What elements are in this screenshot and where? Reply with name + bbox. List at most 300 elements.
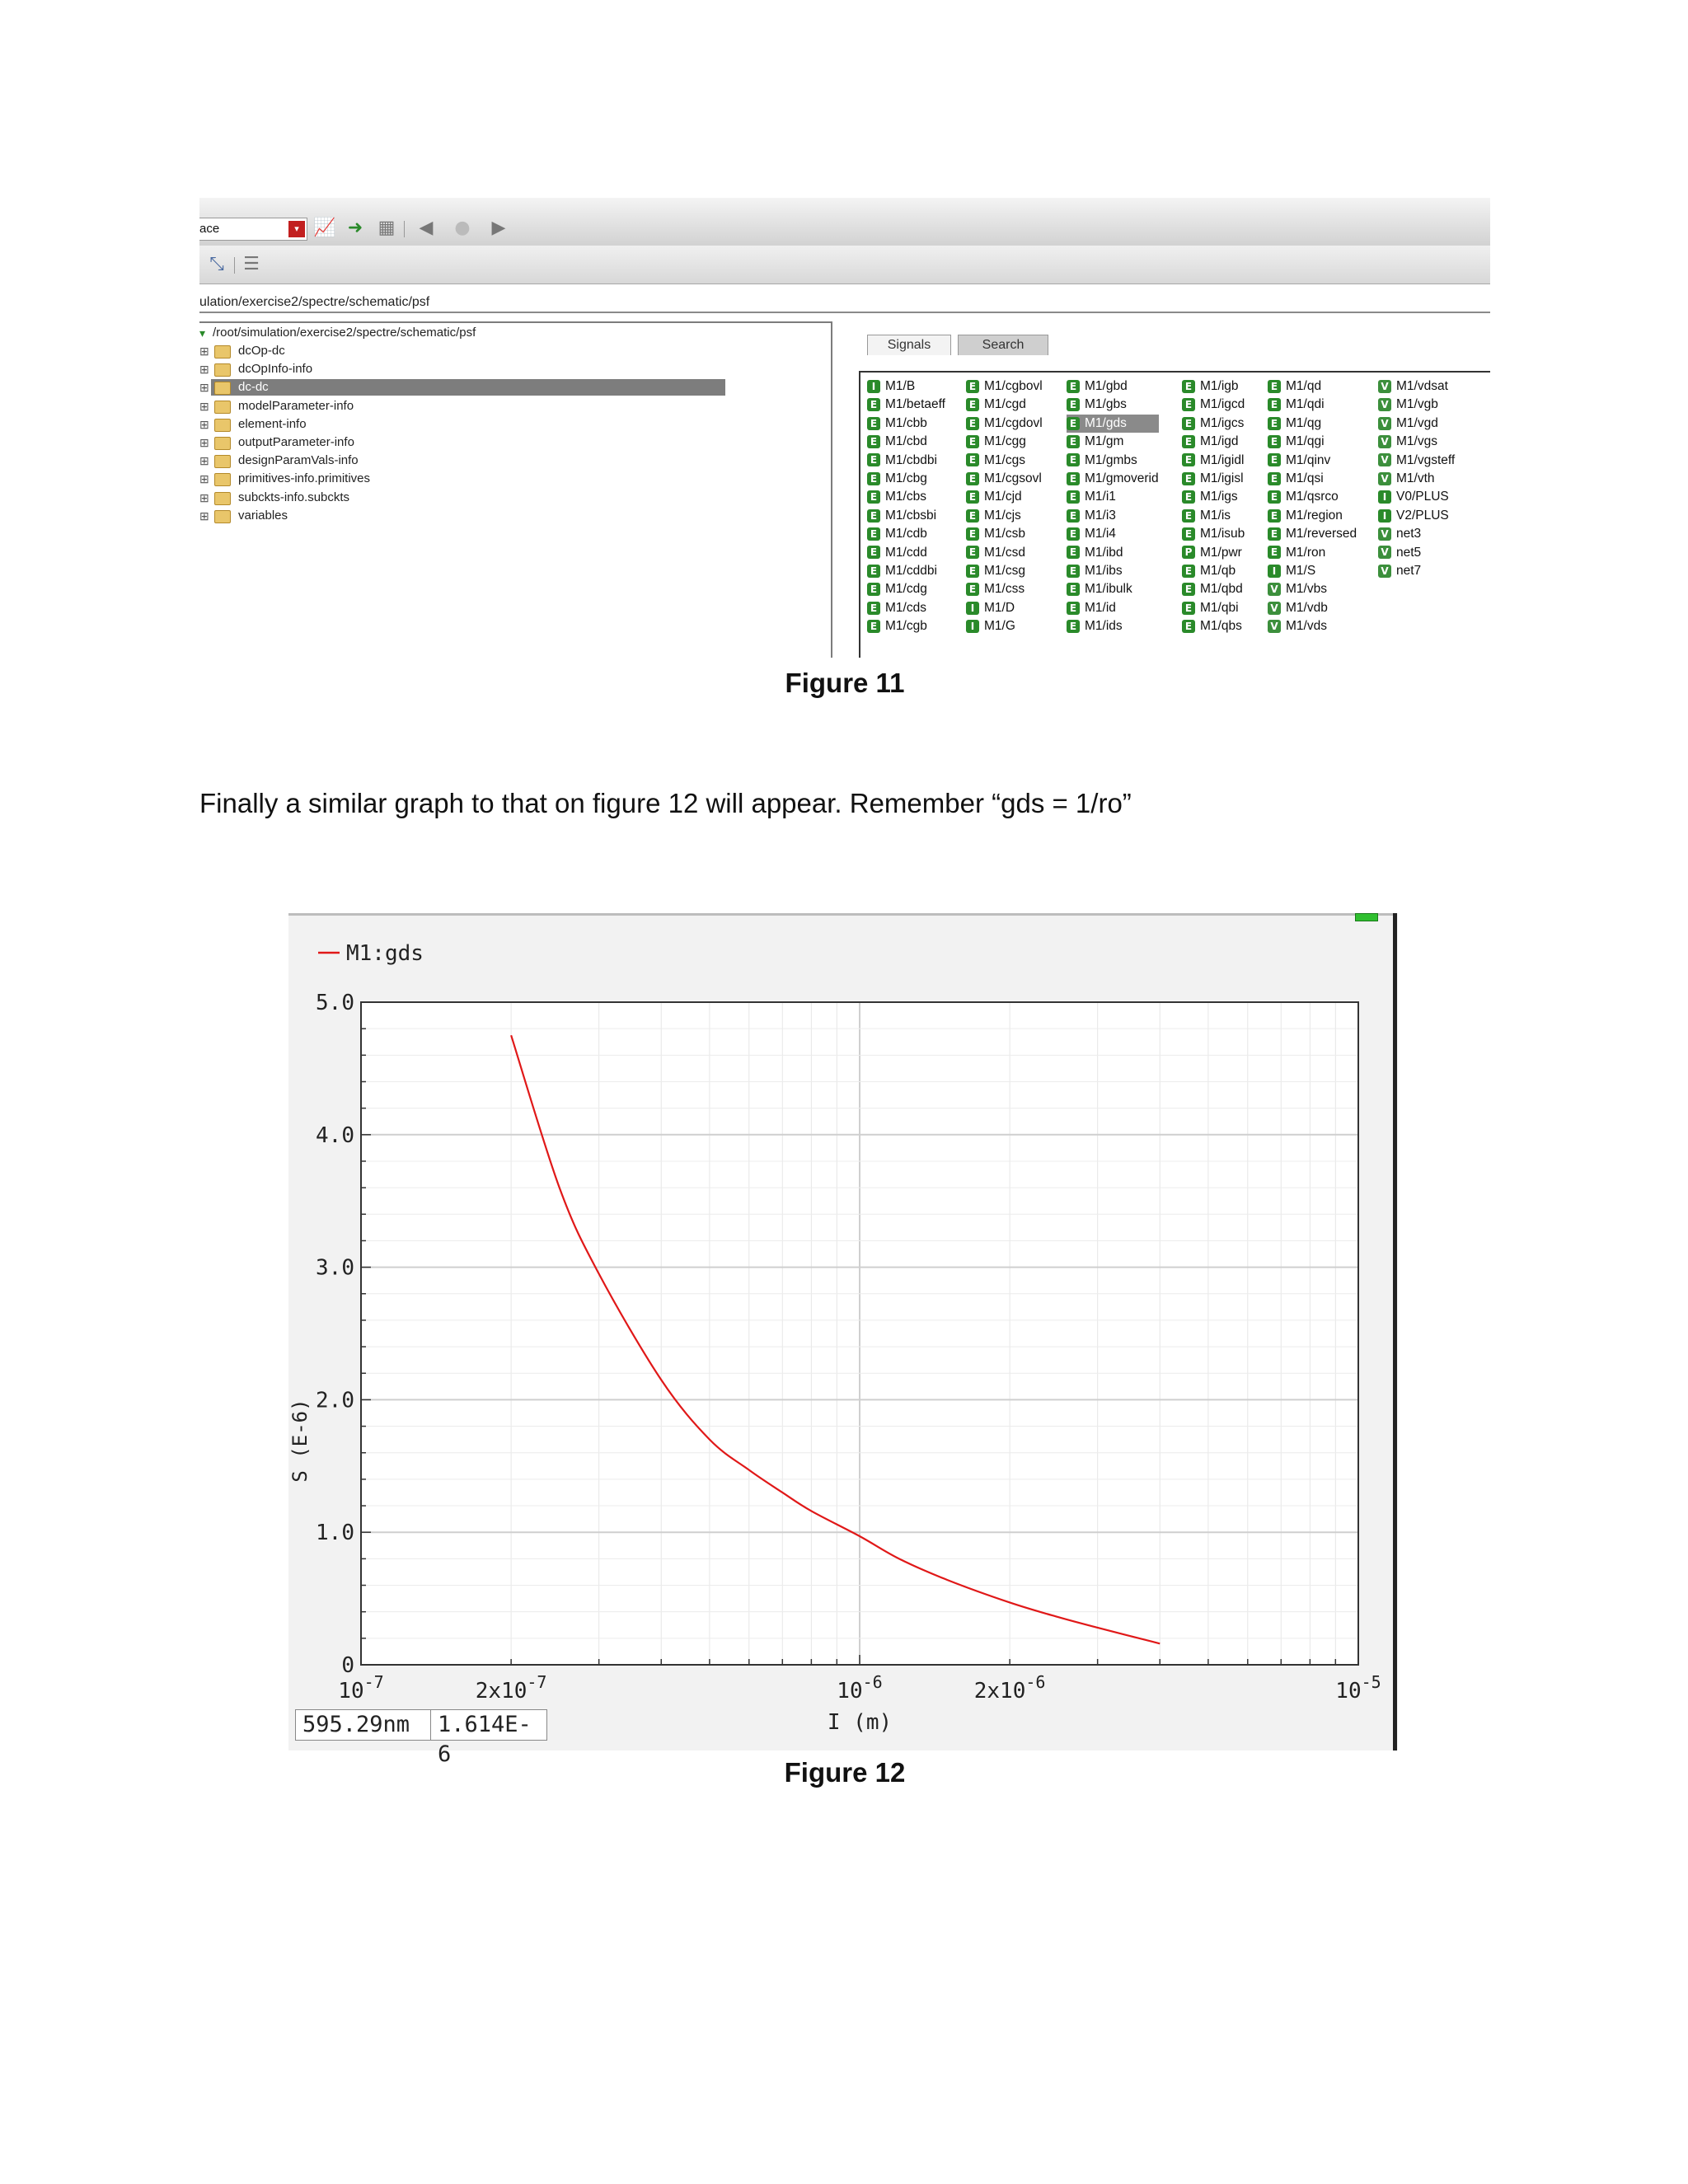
tree-item-label: subckts-info.subckts [238, 490, 350, 504]
signal-label: M1/region [1286, 508, 1343, 523]
signal-label: M1/qg [1286, 415, 1322, 430]
signal-type-icon: E [1182, 565, 1195, 578]
signal-type-icon: E [966, 453, 979, 466]
signal-type-icon: E [1268, 435, 1281, 448]
signal-label: M1/cbg [885, 471, 927, 485]
signal-type-icon: E [966, 583, 979, 596]
signal-label: M1/igd [1200, 434, 1239, 449]
import-icon[interactable]: ➜ [347, 218, 363, 238]
signal-item[interactable] [1268, 377, 1357, 396]
signal-item[interactable] [1378, 507, 1455, 525]
signal-type-icon: V [1378, 472, 1391, 485]
signal-type-icon: E [1268, 453, 1281, 466]
signal-label: M1/cbsbi [885, 508, 937, 523]
signal-label: M1/cgb [885, 619, 927, 634]
path-bar[interactable]: ulation/exercise2/spectre/schematic/psf [199, 293, 1490, 313]
signal-item[interactable] [867, 452, 945, 470]
expand-icon[interactable]: ⊞ [199, 509, 209, 523]
signal-label: M1/gds [1085, 415, 1127, 430]
signal-type-icon: E [1067, 435, 1080, 448]
signal-item[interactable] [966, 525, 1043, 543]
signal-item[interactable] [1378, 470, 1455, 488]
signal-type-icon: E [1182, 417, 1195, 430]
signal-type-icon: E [1067, 509, 1080, 523]
expand-icon[interactable]: ⊞ [199, 454, 209, 468]
signal-item[interactable] [1182, 599, 1245, 617]
signal-label: M1/vbs [1286, 582, 1327, 597]
signal-label: M1/cbd [885, 434, 927, 449]
signal-type-icon: E [1067, 490, 1080, 504]
signal-item[interactable] [1067, 507, 1159, 525]
signal-label: M1/i3 [1085, 508, 1116, 523]
signal-label: M1/reversed [1286, 527, 1357, 541]
signal-label: M1/cdb [885, 527, 927, 541]
signal-type-icon: E [867, 490, 880, 504]
signal-item[interactable] [1268, 470, 1357, 488]
signal-item[interactable] [1067, 525, 1159, 543]
signal-type-icon: E [966, 417, 979, 430]
signal-item[interactable] [1268, 599, 1357, 617]
signal-label: M1/gmoverid [1085, 471, 1159, 485]
expand-icon[interactable]: ⊞ [199, 399, 209, 413]
signal-type-icon: E [867, 453, 880, 466]
x-tick-label: $10^{-5}$ [1335, 1672, 1381, 1704]
tab-signals[interactable]: Signals [867, 335, 951, 355]
signal-type-icon: E [1067, 620, 1080, 633]
signal-type-icon: E [966, 509, 979, 523]
signal-type-icon: E [1067, 453, 1080, 466]
signal-label: M1/igidl [1200, 452, 1245, 467]
signal-label: M1/vth [1396, 471, 1435, 485]
signal-item[interactable] [1182, 452, 1245, 470]
signal-type-icon: E [1067, 472, 1080, 485]
signal-type-icon: E [1067, 417, 1080, 430]
tab-search[interactable]: Search [958, 335, 1048, 355]
signal-item[interactable] [1378, 488, 1455, 506]
signal-type-icon: V [1378, 380, 1391, 393]
signal-item[interactable] [1268, 396, 1357, 414]
signal-label: M1/vgd [1396, 415, 1438, 430]
expand-icon[interactable]: ⊞ [199, 472, 209, 486]
signal-item[interactable] [1268, 415, 1357, 433]
expand-icon[interactable]: ⊞ [199, 417, 209, 431]
chart-icon[interactable]: 📈 [313, 218, 336, 238]
signal-item[interactable] [1182, 617, 1245, 635]
signal-type-icon: E [1067, 527, 1080, 541]
y-tick-label: 0 [341, 1653, 354, 1678]
tab-strip [851, 330, 1490, 354]
signal-label: net3 [1396, 527, 1422, 541]
signal-type-icon: E [1182, 490, 1195, 504]
calculator-icon[interactable]: ▦ [377, 218, 396, 238]
signal-item[interactable] [966, 470, 1043, 488]
tree-item-label: designParamVals-info [238, 453, 359, 468]
signal-item[interactable] [867, 507, 945, 525]
folder-icon [214, 401, 231, 414]
expand-icon[interactable]: ⊞ [199, 436, 209, 449]
signal-label: M1/cgbovl [984, 379, 1043, 393]
signal-type-icon: E [1182, 398, 1195, 411]
signal-label: V2/PLUS [1396, 508, 1449, 523]
signal-label: M1/gm [1085, 434, 1124, 449]
signal-item[interactable] [1067, 580, 1159, 598]
signal-item[interactable] [966, 562, 1043, 580]
folder-icon [214, 510, 231, 523]
signal-label: M1/D [984, 600, 1015, 615]
signal-type-icon: E [1182, 527, 1195, 541]
signal-label: M1/ibd [1085, 545, 1123, 560]
signal-type-icon: E [1067, 398, 1080, 411]
signal-type-icon: V [1378, 546, 1391, 559]
tree-item-label: modelParameter-info [238, 398, 354, 413]
signal-type-icon: E [867, 602, 880, 615]
tree-item-label: primitives-info.primitives [238, 471, 371, 486]
signal-label: M1/vds [1286, 619, 1327, 634]
signal-type-icon: V [1268, 583, 1281, 596]
signal-label: M1/qb [1200, 563, 1236, 578]
signal-label: M1/pwr [1200, 545, 1242, 560]
tree-item-label: variables [238, 508, 288, 523]
signal-type-icon: E [966, 490, 979, 504]
signal-type-icon: E [1067, 380, 1080, 393]
signal-label: M1/isub [1200, 527, 1245, 541]
signal-item[interactable] [867, 599, 945, 617]
signal-label: M1/igs [1200, 490, 1238, 504]
x-tick-label: $10^{-7}$ [338, 1672, 384, 1704]
signal-item[interactable] [867, 377, 945, 396]
signal-item[interactable] [966, 488, 1043, 506]
signal-type-icon: E [867, 583, 880, 596]
signal-item[interactable] [867, 488, 945, 506]
signal-label: M1/igcd [1200, 397, 1245, 412]
signal-type-icon: E [1182, 583, 1195, 596]
signal-type-icon: E [1268, 527, 1281, 541]
gds-chart [288, 913, 1393, 1750]
signals-list [859, 371, 1490, 658]
signal-type-icon: E [867, 435, 880, 448]
signal-type-icon: I [1268, 565, 1281, 578]
signal-type-icon: E [966, 472, 979, 485]
signal-label: M1/cjs [984, 508, 1021, 523]
figure-12-plot-window [288, 913, 1398, 1767]
signal-label: M1/gmbs [1085, 452, 1137, 467]
signal-type-icon: E [1268, 490, 1281, 504]
signal-item[interactable] [966, 544, 1043, 562]
signal-label: M1/cddbi [885, 563, 937, 578]
signal-type-icon: E [1182, 380, 1195, 393]
stop-icon[interactable]: ● [454, 218, 471, 238]
signal-label: M1/cgg [984, 434, 1026, 449]
signal-item[interactable] [1182, 433, 1245, 451]
signal-item[interactable] [1182, 580, 1245, 598]
signal-column [1182, 377, 1245, 635]
signal-label: M1/css [984, 582, 1025, 597]
signal-column [867, 377, 945, 635]
signal-type-icon: E [1182, 435, 1195, 448]
signal-column [1067, 377, 1159, 635]
signal-item[interactable] [1067, 452, 1159, 470]
tree-item-label: dcOpInfo-info [238, 362, 313, 377]
signal-label: M1/qd [1286, 379, 1322, 393]
signal-label: V0/PLUS [1396, 490, 1449, 504]
signal-item[interactable] [867, 433, 945, 451]
y-tick-label: 1.0 [316, 1521, 354, 1546]
signal-item[interactable] [867, 562, 945, 580]
signal-label: M1/vgb [1396, 397, 1438, 412]
signal-item[interactable] [867, 415, 945, 433]
signal-item[interactable] [966, 580, 1043, 598]
list-icon[interactable]: ☰ [243, 254, 260, 274]
signal-item[interactable] [966, 377, 1043, 396]
signal-item[interactable] [1268, 544, 1357, 562]
signal-label: M1/vgs [1396, 434, 1437, 449]
signal-label: M1/S [1286, 563, 1316, 578]
signal-label: M1/cbb [885, 415, 927, 430]
signal-item[interactable] [1378, 452, 1455, 470]
signal-label: M1/csb [984, 527, 1025, 541]
tree-item-label: dcOp-dc [238, 344, 285, 358]
signal-type-icon: E [1067, 583, 1080, 596]
signal-item[interactable] [1378, 544, 1455, 562]
y-tick-label: 4.0 [316, 1122, 354, 1148]
signal-label: M1/igb [1200, 379, 1239, 393]
signal-item[interactable] [1067, 433, 1159, 451]
signal-type-icon: I [966, 620, 979, 633]
signal-label: M1/csg [984, 563, 1025, 578]
chevron-down-icon[interactable]: ▾ [288, 221, 305, 237]
signal-item[interactable] [1067, 415, 1159, 433]
signal-type-icon: E [966, 565, 979, 578]
signal-item[interactable] [1067, 470, 1159, 488]
signal-label: M1/cgs [984, 452, 1025, 467]
signal-type-icon: E [966, 380, 979, 393]
signal-item[interactable] [1067, 599, 1159, 617]
signal-type-icon: V [1378, 565, 1391, 578]
signal-type-icon: V [1378, 417, 1391, 430]
y-tick-label: 3.0 [316, 1255, 354, 1281]
signal-type-icon: E [966, 546, 979, 559]
signal-item[interactable] [966, 415, 1043, 433]
signal-label: M1/qgi [1286, 434, 1325, 449]
signal-item[interactable] [867, 470, 945, 488]
signal-item[interactable] [1182, 396, 1245, 414]
signal-item[interactable] [1268, 507, 1357, 525]
signal-type-icon: E [1268, 472, 1281, 485]
folder-icon [214, 437, 231, 450]
signal-type-icon: V [1378, 435, 1391, 448]
signal-type-icon: E [867, 565, 880, 578]
signal-label: M1/cjd [984, 490, 1022, 504]
signal-item[interactable] [867, 525, 945, 543]
signal-item[interactable] [1067, 562, 1159, 580]
signal-label: M1/qdi [1286, 397, 1325, 412]
tree-item-label: dc-dc [238, 380, 269, 395]
signal-item[interactable] [1182, 488, 1245, 506]
signal-type-icon: E [867, 546, 880, 559]
signal-label: M1/cdg [885, 582, 927, 597]
cursor-icon[interactable]: ⤡ [209, 254, 224, 274]
tree-item-label: outputParameter-info [238, 435, 354, 449]
signal-type-icon: E [1182, 620, 1195, 633]
signal-item[interactable] [1268, 452, 1357, 470]
figure-12-caption: Figure 12 [784, 1757, 906, 1788]
back-icon[interactable]: ◀ [419, 218, 434, 238]
legend-label: M1:gds [346, 941, 424, 966]
signal-label: M1/igisl [1200, 471, 1244, 485]
signal-item[interactable] [1182, 507, 1245, 525]
signal-label: M1/gbs [1085, 397, 1127, 412]
signal-column [1268, 377, 1357, 635]
signal-type-icon: E [966, 435, 979, 448]
signal-type-icon: I [1378, 490, 1391, 504]
figure-11-caption: Figure 11 [785, 668, 905, 698]
signal-label: M1/betaeff [885, 397, 945, 412]
signal-label: M1/qbd [1200, 582, 1243, 597]
main-toolbar [199, 198, 1490, 246]
signal-item[interactable] [1378, 525, 1455, 543]
signal-item[interactable] [1182, 377, 1245, 396]
signal-label: M1/i1 [1085, 490, 1116, 504]
figure-11-screenshot [199, 198, 1490, 658]
signal-label: net7 [1396, 563, 1422, 578]
y-tick-label: 2.0 [316, 1388, 354, 1413]
signal-item[interactable] [1067, 544, 1159, 562]
signal-type-icon: E [867, 509, 880, 523]
folder-icon [214, 473, 231, 486]
signal-type-icon: E [1268, 398, 1281, 411]
signal-item[interactable] [867, 396, 945, 414]
folder-icon [214, 382, 231, 395]
signal-type-icon: V [1378, 453, 1391, 466]
signal-item[interactable] [1268, 580, 1357, 598]
signal-type-icon: E [867, 472, 880, 485]
signal-type-icon: E [867, 398, 880, 411]
tree-root-label: /root/simulation/exercise2/spectre/schematic/psf [213, 326, 476, 340]
signal-item[interactable] [1268, 488, 1357, 506]
signal-label: M1/ibs [1085, 563, 1123, 578]
results-tree [199, 321, 832, 658]
signal-label: M1/cgd [984, 397, 1026, 412]
expand-icon[interactable]: ⊞ [199, 344, 209, 358]
signal-item[interactable] [867, 544, 945, 562]
forward-icon[interactable]: ▶ [491, 218, 506, 238]
signal-label: M1/qbi [1200, 600, 1239, 615]
signal-label: M1/vgsteff [1396, 452, 1456, 467]
signal-type-icon: E [1067, 602, 1080, 615]
signal-item[interactable] [1268, 562, 1357, 580]
signal-item[interactable] [966, 617, 1043, 635]
expand-icon[interactable]: ⊞ [199, 490, 209, 504]
signal-item[interactable] [1182, 525, 1245, 543]
signal-type-icon: E [1268, 546, 1281, 559]
signal-type-icon: E [867, 620, 880, 633]
expand-icon[interactable]: ⊞ [199, 363, 209, 377]
signal-type-icon: P [1182, 546, 1195, 559]
signal-type-icon: V [1378, 527, 1391, 541]
signal-label: net5 [1396, 545, 1422, 560]
signal-type-icon: E [1182, 602, 1195, 615]
signal-item[interactable] [1067, 377, 1159, 396]
signal-label: M1/qbs [1200, 619, 1242, 634]
x-tick-label: $10^{-6}$ [837, 1672, 883, 1704]
signal-label: M1/cbdbi [885, 452, 937, 467]
signal-item[interactable] [966, 433, 1043, 451]
signal-label: M1/csd [984, 545, 1025, 560]
signal-item[interactable] [1378, 396, 1455, 414]
folder-icon [214, 492, 231, 505]
signal-item[interactable] [867, 580, 945, 598]
signal-item[interactable] [1182, 562, 1245, 580]
signal-label: M1/cbs [885, 490, 926, 504]
signal-item[interactable] [867, 617, 945, 635]
signal-type-icon: E [966, 527, 979, 541]
folder-icon [214, 419, 231, 432]
signal-item[interactable] [1268, 525, 1357, 543]
signal-item[interactable] [1067, 488, 1159, 506]
y-tick-label: 5.0 [316, 991, 354, 1015]
secondary-toolbar [199, 246, 1490, 284]
workspace-combo-text: ace [199, 222, 220, 236]
x-cursor-readout: 595.29nm [295, 1709, 434, 1741]
workspace-combo[interactable] [199, 218, 307, 241]
signal-type-icon: E [867, 527, 880, 541]
signal-label: M1/ibulk [1085, 582, 1132, 597]
folder-icon [214, 345, 231, 359]
signal-type-icon: V [1378, 398, 1391, 411]
signal-label: M1/is [1200, 508, 1231, 523]
signal-item[interactable] [1182, 415, 1245, 433]
signal-label: M1/id [1085, 600, 1116, 615]
signal-type-icon: E [1067, 546, 1080, 559]
signal-item[interactable] [966, 452, 1043, 470]
signal-type-icon: E [1268, 509, 1281, 523]
signal-item[interactable] [966, 599, 1043, 617]
signal-label: M1/cdd [885, 545, 927, 560]
signal-label: M1/G [984, 619, 1015, 634]
signal-item[interactable] [1067, 396, 1159, 414]
signal-item[interactable] [1378, 415, 1455, 433]
signal-label: M1/qsi [1286, 471, 1324, 485]
signal-label: M1/ids [1085, 619, 1123, 634]
signal-item[interactable] [1378, 562, 1455, 580]
signal-column [1378, 377, 1455, 580]
signal-label: M1/qsrco [1286, 490, 1339, 504]
signal-item[interactable] [1378, 433, 1455, 451]
signal-label: M1/cgsovl [984, 471, 1042, 485]
tree-item-label: element-info [238, 416, 307, 431]
signal-column [966, 377, 1043, 635]
signal-item[interactable] [966, 507, 1043, 525]
signal-label: M1/qinv [1286, 452, 1331, 467]
signal-type-icon: E [1182, 472, 1195, 485]
signal-type-icon: I [966, 602, 979, 615]
signal-item[interactable] [1268, 617, 1357, 635]
expand-icon[interactable]: ▾ [199, 326, 206, 340]
signal-item[interactable] [1182, 544, 1245, 562]
signal-type-icon: E [1067, 565, 1080, 578]
folder-icon [214, 363, 231, 377]
expand-icon[interactable]: ⊞ [199, 381, 209, 395]
signal-item[interactable] [1378, 377, 1455, 396]
signal-item[interactable] [1268, 433, 1357, 451]
signal-item[interactable] [966, 396, 1043, 414]
signal-item[interactable] [1067, 617, 1159, 635]
signal-type-icon: I [1378, 509, 1391, 523]
x-axis-label: I (m) [827, 1710, 893, 1735]
signal-label: M1/i4 [1085, 527, 1116, 541]
signal-type-icon: E [1268, 417, 1281, 430]
signal-item[interactable] [1182, 470, 1245, 488]
